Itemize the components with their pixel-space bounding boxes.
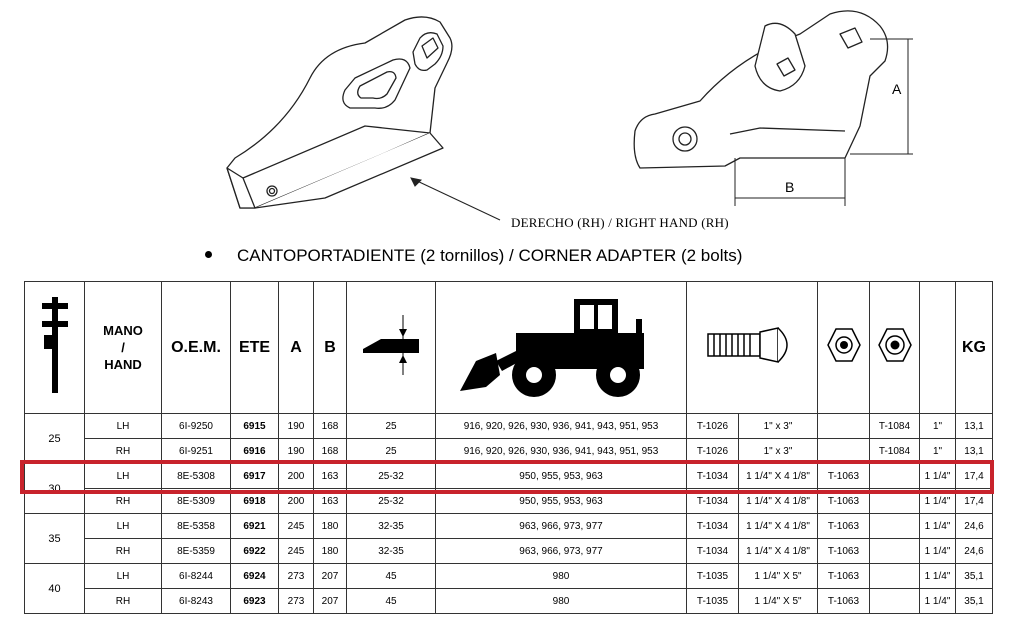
- a-cell: 245: [279, 514, 314, 539]
- nut-cell: [818, 439, 870, 464]
- a-column-header: A: [279, 282, 314, 414]
- right-hand-caption: DERECHO (RH) / RIGHT HAND (RH): [511, 215, 729, 230]
- bullet-icon: [205, 251, 212, 258]
- b-cell: 168: [314, 414, 347, 439]
- kg-cell: 17,4: [956, 464, 993, 489]
- b-cell: 207: [314, 589, 347, 614]
- nut-icon: [826, 325, 862, 365]
- b-cell: 180: [314, 514, 347, 539]
- oem-cell: 8E-5308: [162, 464, 231, 489]
- lock-nut-cell: [870, 464, 920, 489]
- nut-cell: T-1063: [818, 564, 870, 589]
- b-cell: 163: [314, 489, 347, 514]
- hand-cell: LH: [85, 514, 162, 539]
- range-column-header: [347, 282, 436, 414]
- bolt-size-cell: 1 1/4" X 4 1/8": [739, 539, 818, 564]
- bolt-code-cell: T-1034: [687, 539, 739, 564]
- models-cell: 950, 955, 953, 963: [436, 464, 687, 489]
- hand-cell: RH: [85, 539, 162, 564]
- models-cell: 980: [436, 589, 687, 614]
- specs-table: [24, 281, 993, 614]
- diameter-cell: 1 1/4": [920, 564, 956, 589]
- bolt-column-header: [687, 282, 818, 414]
- diameter-cell: 1 1/4": [920, 489, 956, 514]
- a-cell: 273: [279, 564, 314, 589]
- range-cell: 45: [347, 564, 436, 589]
- size-cell: 40: [25, 564, 85, 614]
- lock-nut-cell: [870, 564, 920, 589]
- lock-nut-column-header: [870, 282, 920, 414]
- ete-cell: 6922: [231, 539, 279, 564]
- kg-cell: 35,1: [956, 589, 993, 614]
- dimension-b-label: B: [785, 179, 795, 195]
- size-cell: 25: [25, 414, 85, 464]
- kg-cell: 24,6: [956, 539, 993, 564]
- kg-column-header: KG: [956, 282, 993, 414]
- range-cell: 25-32: [347, 489, 436, 514]
- bolt-code-cell: T-1034: [687, 464, 739, 489]
- lock-nut-cell: T-1084: [870, 439, 920, 464]
- section-title: [205, 246, 742, 266]
- oem-cell: 8E-5358: [162, 514, 231, 539]
- table-row: [25, 514, 993, 539]
- nut-cell: T-1063: [818, 464, 870, 489]
- b-cell: 180: [314, 539, 347, 564]
- nut-cell: T-1063: [818, 539, 870, 564]
- table-row: [25, 489, 993, 514]
- bolt-code-cell: T-1026: [687, 439, 739, 464]
- range-cell: 25-32: [347, 464, 436, 489]
- ete-cell: 6924: [231, 564, 279, 589]
- bolt-size-cell: 1" x 3": [739, 439, 818, 464]
- models-cell: 963, 966, 973, 977: [436, 514, 687, 539]
- size-cell: 30: [25, 464, 85, 514]
- bolt-code-cell: T-1034: [687, 514, 739, 539]
- oem-column-header: O.E.M.: [162, 282, 231, 414]
- oem-cell: 6I-8244: [162, 564, 231, 589]
- bolt-code-cell: T-1035: [687, 564, 739, 589]
- hand-header-line3: HAND: [104, 357, 142, 372]
- hand-header-line2: /: [121, 340, 125, 355]
- oem-cell: 6I-9251: [162, 439, 231, 464]
- lock-nut-cell: [870, 514, 920, 539]
- b-cell: 163: [314, 464, 347, 489]
- models-cell: 963, 966, 973, 977: [436, 539, 687, 564]
- table-header-row: [25, 282, 993, 414]
- hand-header-line1: MANO: [103, 323, 143, 338]
- thickness-icon: [359, 313, 423, 377]
- side-profile-drawing: [630, 6, 920, 206]
- lock-nut-cell: [870, 489, 920, 514]
- lock-nut-cell: T-1084: [870, 414, 920, 439]
- table-row: [25, 464, 993, 489]
- range-cell: 32-35: [347, 539, 436, 564]
- bolt-code-cell: T-1035: [687, 589, 739, 614]
- kg-cell: 13,1: [956, 439, 993, 464]
- a-cell: 200: [279, 489, 314, 514]
- range-cell: 25: [347, 414, 436, 439]
- lock-nut-cell: [870, 589, 920, 614]
- caliper-icon: [39, 295, 71, 395]
- diameter-cell: 1 1/4": [920, 589, 956, 614]
- table-row: [25, 439, 993, 464]
- nut-cell: T-1063: [818, 514, 870, 539]
- diameter-cell: 1 1/4": [920, 514, 956, 539]
- bolt-size-cell: 1 1/4" X 4 1/8": [739, 464, 818, 489]
- corner-adapter-drawing: [215, 8, 515, 223]
- oem-cell: 8E-5309: [162, 489, 231, 514]
- oem-cell: 6I-8243: [162, 589, 231, 614]
- section-title-text: CANTOPORTADIENTE (2 tornillos) / CORNER ADAPTER (2 bolts): [237, 246, 743, 265]
- hand-cell: LH: [85, 414, 162, 439]
- bolt-size-cell: 1" x 3": [739, 414, 818, 439]
- table-row: [25, 564, 993, 589]
- kg-cell: 24,6: [956, 514, 993, 539]
- bolt-code-cell: T-1026: [687, 414, 739, 439]
- bolt-size-cell: 1 1/4" X 5": [739, 589, 818, 614]
- diameter-cell: 1 1/4": [920, 539, 956, 564]
- oem-cell: 6I-9250: [162, 414, 231, 439]
- lock-nut-icon: [877, 325, 913, 365]
- a-cell: 200: [279, 464, 314, 489]
- nut-cell: [818, 414, 870, 439]
- models-cell: 980: [436, 564, 687, 589]
- hand-cell: RH: [85, 439, 162, 464]
- diameter-column-header: [920, 282, 956, 414]
- nut-cell: T-1063: [818, 589, 870, 614]
- range-cell: 32-35: [347, 514, 436, 539]
- nut-column-header: [818, 282, 870, 414]
- kg-cell: 35,1: [956, 564, 993, 589]
- wheel-loader-icon: [456, 291, 666, 399]
- range-cell: 45: [347, 589, 436, 614]
- size-cell: 35: [25, 514, 85, 564]
- a-cell: 245: [279, 539, 314, 564]
- range-cell: 25: [347, 439, 436, 464]
- models-cell: 916, 920, 926, 930, 936, 941, 943, 951, 953: [436, 414, 687, 439]
- table-row: [25, 539, 993, 564]
- dimension-a-label: A: [892, 81, 902, 97]
- diameter-cell: 1 1/4": [920, 464, 956, 489]
- a-cell: 190: [279, 439, 314, 464]
- table-row: [25, 589, 993, 614]
- hand-column-header: [85, 282, 162, 414]
- diameter-cell: 1": [920, 439, 956, 464]
- hand-cell: LH: [85, 564, 162, 589]
- nut-cell: T-1063: [818, 489, 870, 514]
- b-cell: 168: [314, 439, 347, 464]
- ete-cell: 6917: [231, 464, 279, 489]
- ete-column-header: ETE: [231, 282, 279, 414]
- hand-cell: RH: [85, 489, 162, 514]
- ete-cell: 6915: [231, 414, 279, 439]
- lock-nut-cell: [870, 539, 920, 564]
- ete-cell: 6921: [231, 514, 279, 539]
- hand-cell: LH: [85, 464, 162, 489]
- diameter-cell: 1": [920, 414, 956, 439]
- bolt-code-cell: T-1034: [687, 489, 739, 514]
- bolt-size-cell: 1 1/4" X 4 1/8": [739, 514, 818, 539]
- models-cell: 916, 920, 926, 930, 936, 941, 943, 951, 953: [436, 439, 687, 464]
- hand-cell: RH: [85, 589, 162, 614]
- size-column-header: [25, 282, 85, 414]
- bolt-icon: [702, 320, 802, 370]
- kg-cell: 17,4: [956, 489, 993, 514]
- ete-cell: 6923: [231, 589, 279, 614]
- b-cell: 207: [314, 564, 347, 589]
- ete-cell: 6918: [231, 489, 279, 514]
- ete-cell: 6916: [231, 439, 279, 464]
- bolt-size-cell: 1 1/4" X 5": [739, 564, 818, 589]
- b-column-header: B: [314, 282, 347, 414]
- a-cell: 273: [279, 589, 314, 614]
- models-cell: 950, 955, 953, 963: [436, 489, 687, 514]
- table-row: [25, 414, 993, 439]
- a-cell: 190: [279, 414, 314, 439]
- oem-cell: 8E-5359: [162, 539, 231, 564]
- models-column-header: [436, 282, 687, 414]
- bolt-size-cell: 1 1/4" X 4 1/8": [739, 489, 818, 514]
- kg-cell: 13,1: [956, 414, 993, 439]
